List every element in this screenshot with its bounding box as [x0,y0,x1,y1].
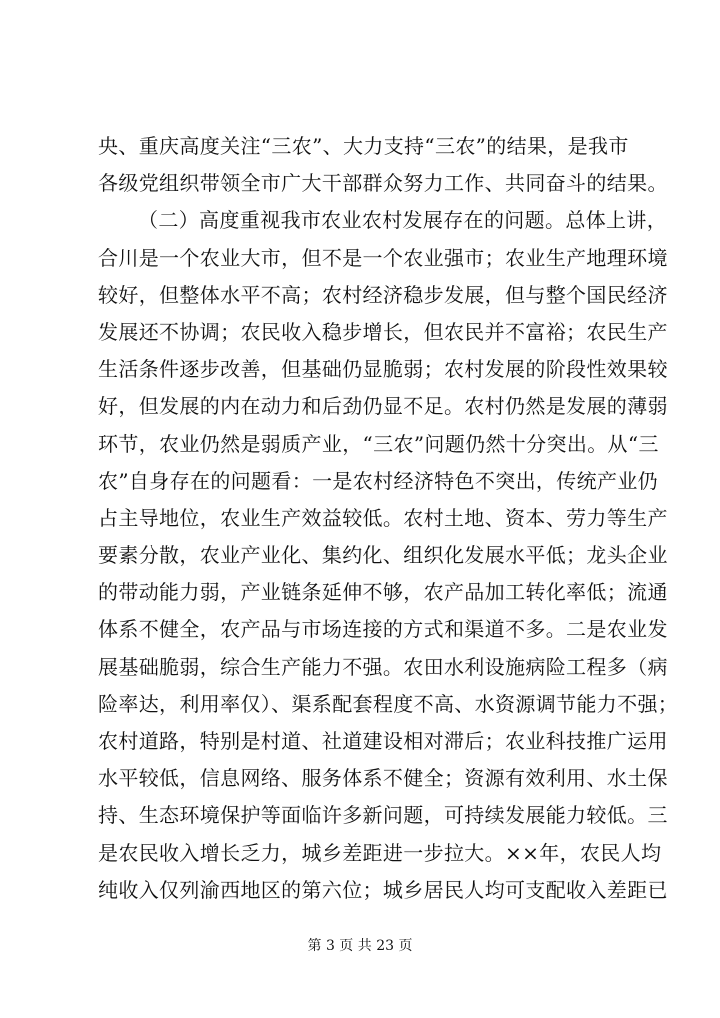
text-line-4: 合川是一个农业大市，但不是一个农业强市；农业生产地理环境 [98,245,668,270]
text-line-20: 是农民收入增长乏力，城乡差距进一步拉大。××年，农民人均 [98,840,662,865]
text-line-11: 占主导地位，农业生产效益较低。农村土地、资本、劳力等生产 [98,505,668,530]
text-line-15: 展基础脆弱，综合生产能力不强。农田水利设施病险工程多（病 [98,654,668,679]
text-line-8: 好，但发展的内在动力和后劲仍显不足。农村仍然是发展的薄弱 [98,394,668,419]
text-line-13: 的带动能力弱，产业链条延伸不够，农产品加工转化率低；流通 [98,580,668,605]
text-line-10: 农”自身存在的问题看：一是农村经济特色不突出，传统产业仍 [98,468,659,493]
text-line-19: 持、生态环境保护等面临许多新问题，可持续发展能力较低。三 [98,803,668,828]
text-line-6: 发展还不协调；农民收入稳步增长，但农民并不富裕；农民生产 [98,319,668,344]
page-number-footer: 第 3 页 共 23 页 [307,938,413,954]
text-line-9: 环节，农业仍然是弱质产业，“三农”问题仍然十分突出。从“三 [98,431,659,456]
text-line-7: 生活条件逐步改善，但基础仍显脆弱；农村发展的阶段性效果较 [98,357,668,382]
text-line-3: （二）高度重视我市农业农村发展存在的问题。总体上讲， [138,208,668,233]
text-line-1: 央、重庆高度关注“三农”、大力支持“三农”的结果，是我市 [98,134,629,158]
text-line-12: 要素分散，农业产业化、集约化、组织化发展水平低；龙头企业 [98,543,668,568]
text-line-16: 险率达，利用率仅）、渠系配套程度不高、水资源调节能力不强； [98,691,679,716]
text-line-17: 农村道路，特别是村道、社道建设相对滞后；农业科技推广运用 [98,729,668,753]
text-line-21: 纯收入仅列渝西地区的第六位；城乡居民人均可支配收入差距已 [98,877,668,902]
text-line-14: 体系不健全，农产品与市场连接的方式和渠道不多。二是农业发 [98,617,668,642]
body-text [98,128,679,909]
text-line-5: 较好，但整体水平不高；农村经济稳步发展，但与整个国民经济 [98,282,668,307]
text-line-2: 各级党组织带领全市广大干部群众努力工作、共同奋斗的结果。 [98,171,668,196]
text-line-18: 水平较低，信息网络、服务体系不健全；资源有效利用、水土保 [98,766,668,791]
